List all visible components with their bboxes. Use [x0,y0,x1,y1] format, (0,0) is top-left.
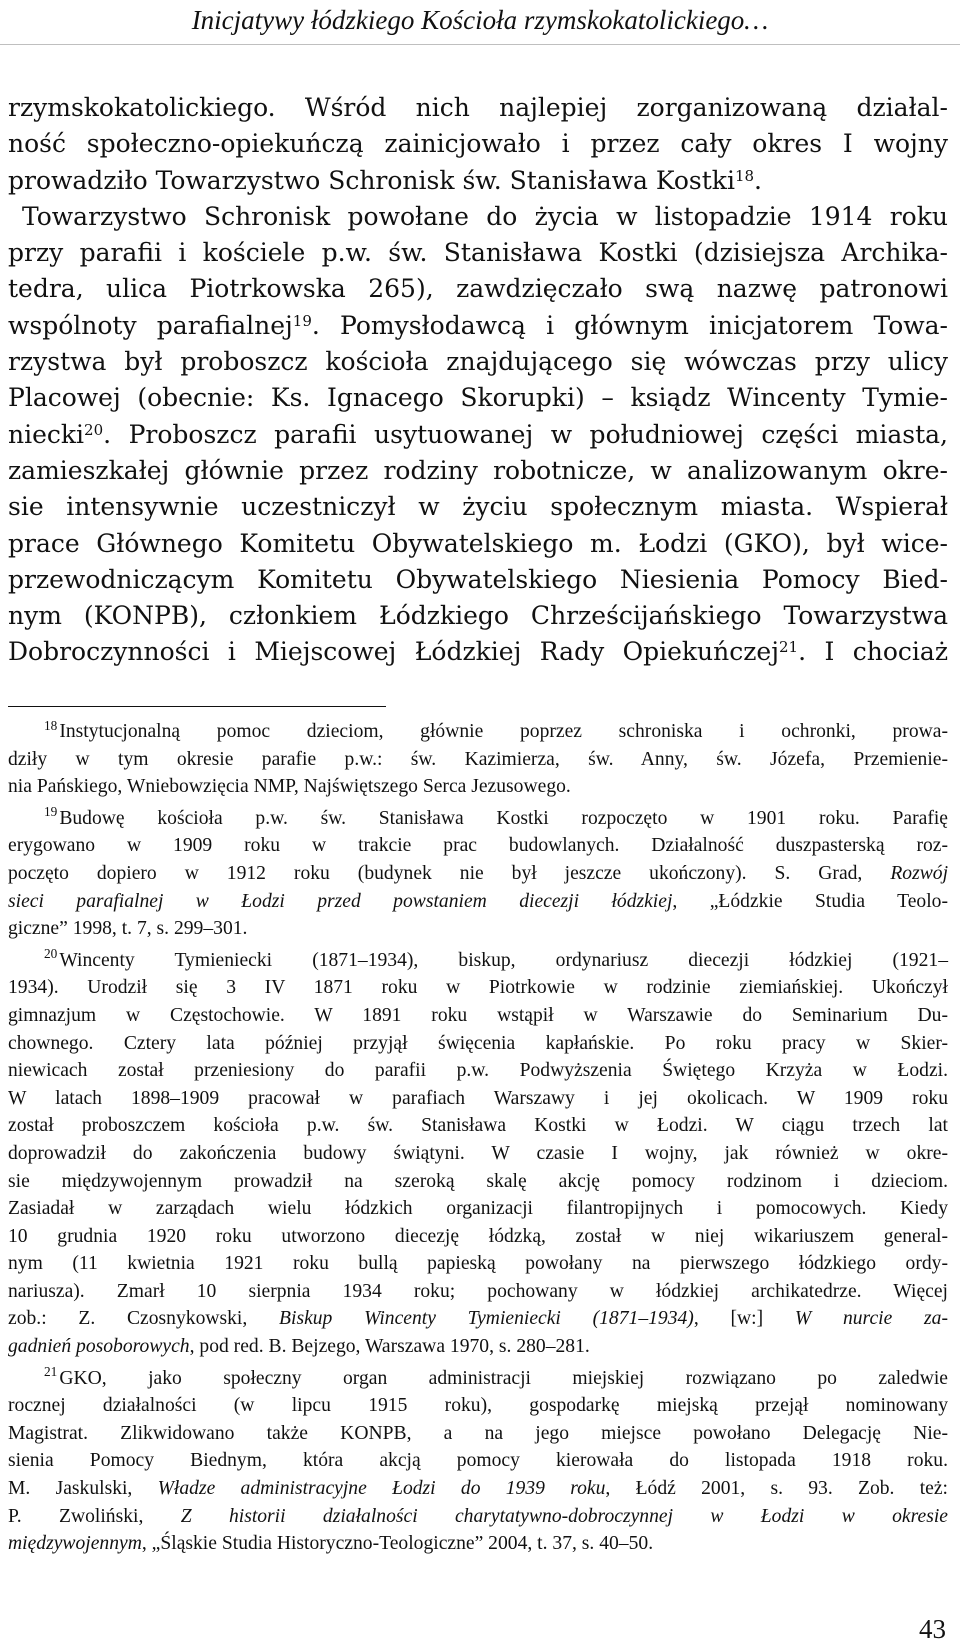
footnote-21-line [8,1530,948,1558]
text-segment: Instytucjonalną pomoc dzieciom, głównie poprzez schroniska i ochronki, prowa- [59,721,948,742]
text-line [8,634,948,670]
text-line [8,308,948,344]
italic-title: międzywojennym [8,1533,142,1555]
footnote-20-line: niewicach został przeniesiony do parafii p.w. Podwyższenia Świętego Krzyża w Łodzi. [8,1060,948,1082]
text-segment: , pod red. B. Bejzego, Warszawa 1970, s. 280–281. [189,1336,590,1358]
footnote-19-line: giczne” 1998, t. 7, s. 299–301. [8,918,248,940]
text-line: rzystwa był proboszcz kościoła znajdującego się wówczas przy ulicy [8,347,948,377]
footnote-21-line [8,1475,948,1503]
running-header [0,0,960,48]
text-line [8,199,948,235]
footnote-20-line: sie międzywojennym prowadził na szeroką skalę akcję pomocy rodzinom i dzieciom. [8,1170,948,1192]
text-line: przy parafii i kościele p.w. św. Stanisława Kostki (dzisiejsza Archika- [8,238,948,268]
text-segment: Pomysłodawcą i głównym inicjatorem Towa- [340,310,948,340]
text-line: sie intensywnie uczestniczył w życiu społecznym miasta. Wspierał [8,492,948,522]
text-segment: Towarzystwo Schronisk powołane do życia w listopadzie 1914 roku [22,201,948,231]
footnote-marker-21: 21 [44,1364,58,1380]
italic-title: Rozwój [890,862,949,884]
footnote-ref-18[interactable]: 18 [734,166,755,185]
footnote-21-line: rocznej działalności (w lipcu 1915 roku), gospodarkę miejską przejął nominowany [8,1395,948,1417]
text-line [8,417,948,453]
footnote-20-line [8,947,948,975]
page-number: 43 [919,1614,946,1644]
footnote-20-line: W latach 1898–1909 pracował w parafiach Warszawy i jej okolicach. W 1909 roku [8,1087,948,1109]
footnote-20-line: nym (11 kwietnia 1921 roku bullą papieską powołany na pierwszego łódzkiego ordy- [8,1253,948,1275]
footnote-20-line [8,1333,948,1361]
footnote-20-line: został proboszczem kościoła p.w. św. Stanisława Kostki w Łodzi. W ciągu trzech lat [8,1115,948,1137]
text-segment: , „Łódzkie Studia Teolo- [672,890,948,912]
footnote-20-line: chownego. Cztery lata później przyjął święcenia kapłańskie. Po roku pracy w Skier- [8,1032,948,1054]
text-line: rzymskokatolickiego. Wśród nich najlepiej zorganizowaną działal- [8,93,948,122]
text-line: przewodniczącym Komitetu Obywatelskiego Niesienia Pomocy Bied- [8,564,948,594]
text-line: Placowej (obecnie: Ks. Ignacego Skorupki) – ksiądz Wincenty Tymie- [8,383,948,413]
text-segment: M. Jaskulski, [8,1478,133,1500]
text-line: tedra, ulica Piotrkowska 265), zawdzięczało swą nazwę patronowi [8,274,948,304]
italic-title: Biskup Wincenty Tymieniecki (1871–1934) [279,1308,694,1330]
footnote-19-line: erygowano w 1909 roku w trakcie prac budowlanych. Działalność duszpasterską roz- [8,835,948,857]
footnote-marker-18: 18 [44,717,58,733]
footnote-ref-21[interactable]: 21 [778,638,799,657]
footnotes [8,718,948,1558]
text-segment: Budowę kościoła p.w. św. Stanisława Kostki rozpoczęto w 1901 roku. Parafię [59,807,948,829]
text-segment: , [w:] [693,1308,764,1330]
text-line: zamieszkałej głównie przez rodziny robotnicze, w analizowanym okre- [8,455,948,485]
footnote-ref-20[interactable]: 20 [84,420,104,439]
italic-title: Z historii działalności charytatywno-dobroczynnej w Łodzi w okresie [180,1505,948,1527]
footnote-18-line: nia Pańskiego, Wniebowzięcia NMP, Najświętszego Serca Jezusowego. [8,776,571,798]
footnote-20-line: Zasiadał w zarządach wielu łódzkich organizacji filantropijnych i pomocowych. Kiedy [8,1198,948,1220]
text-segment: , Łódź 2001, s. 93. Zob. też: [605,1478,948,1500]
text-segment: , „Śląskie Studia Historyczno-Teologiczne” 2004, t. 37, s. 40–50. [141,1533,654,1555]
footnote-21-line [8,1365,948,1393]
text-line: nym (KONPB), członkiem Łódzkiego Chrześcijańskiego Towarzystwa [8,601,948,631]
footnote-21-line: sienia Pomocy Biednym, która akcją pomocy kierowała do listopada 1918 roku. [8,1450,948,1472]
footnote-19-line [8,805,948,833]
text-segment: GKO, jako społeczny organ administracji miejskiej rozwiązano po zaledwie [59,1367,948,1389]
text-segment: poczęto dopiero w 1912 roku (budynek nie był jeszcze ukończony). S. Grad, [8,862,863,884]
text-segment: niecki [8,419,85,449]
main-text [8,90,948,671]
footnote-marker-19: 19 [44,804,58,820]
italic-title: W nurcie za- [794,1308,948,1330]
italic-title: gadnień posoborowych [8,1336,190,1358]
footnote-20-line: nariusza). Zmarł 10 sierpnia 1934 roku; pochowany w łódzkiej archikatedrze. Więcej [8,1280,948,1302]
footnote-separator [8,706,386,707]
footnote-20-line: gimnazjum w Częstochowie. W 1891 roku wstąpił w Warszawie do Seminarium Du- [8,1004,948,1026]
text-line: ność społeczno-opiekuńczą zainicjowało i przez cały okres I wojny [8,129,948,159]
text-segment: prowadziło Towarzystwo Schronisk św. Stanisława Kostki [8,165,735,195]
footnote-ref-19[interactable]: 19 [292,311,312,330]
footnote-20-line: 10 grudnia 1920 roku utworzono diecezję łódzką, został w niej wikariuszem general- [8,1225,948,1247]
text-segment: . [754,165,762,195]
text-segment: . [103,419,112,449]
italic-title: Władze administracyjne Łodzi do 1939 roku [157,1478,606,1500]
footnote-18-line [8,718,948,746]
footnote-19-line [8,860,948,888]
footnote-21-line [8,1503,948,1531]
footnote-20-line: 1934). Urodził się 3 IV 1871 roku w Piotrkowie w rodzinie ziemiańskiej. Ukończył [8,977,948,999]
footnote-18-line: dziły w tym okresie parafie p.w.: św. Kazimierza, św. Anny, św. Józefa, Przemienie- [8,748,948,770]
footnote-21-line: Magistrat. Zlikwidowano także KONPB, a na jego miejsce powołano Delegację Nie- [8,1422,948,1444]
text-segment: Dobroczynności i Miejscowej Łódzkiej Rady Opiekuńczej [8,637,779,667]
footnote-19-line [8,888,948,916]
text-line: prace Głównego Komitetu Obywatelskiego m. Łodzi (GKO), był wice- [8,528,948,558]
text-segment: Wincenty Tymieniecki (1871–1934), biskup, ordynariusz diecezji łódzkiej (1921– [59,949,948,971]
italic-title: sieci parafialnej w Łodzi przed powstaniem diecezji łódzkiej [8,890,673,912]
text-segment: . [798,637,807,667]
text-segment: wspólnoty parafialnej [8,310,293,340]
text-segment: zob.: Z. Czosnykowski, [8,1308,248,1330]
text-segment: P. Zwoliński, [8,1505,144,1527]
footnote-marker-20: 20 [44,946,58,962]
text-segment: Proboszcz parafii usytuowanej w południowej części miasta, [128,419,948,449]
footnote-20-line: doprowadził do zakończenia budowy świątyni. W czasie I wojny, jak również w okre- [8,1142,948,1164]
text-segment: I chociaż [824,637,948,667]
footnote-20-line [8,1305,948,1333]
text-segment: . [311,310,320,340]
text-line [8,163,948,199]
header-rule [0,44,960,45]
running-title: Inicjatywy łódzkiego Kościoła rzymskokatolickiego… [191,5,769,35]
